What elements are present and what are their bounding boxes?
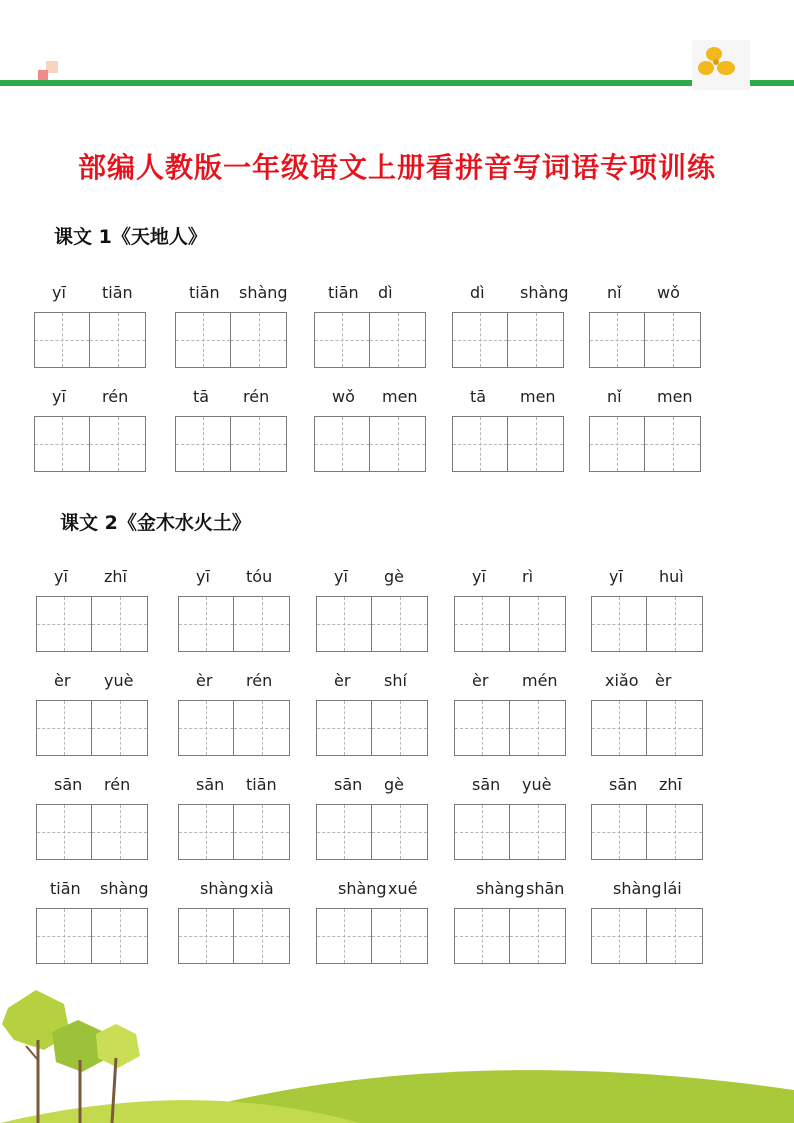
footer-landscape [0,980,794,1123]
writing-grid [454,908,566,964]
pinyin-first-syllable: èr [54,671,71,690]
writing-grid [175,312,287,368]
pinyin-second-syllable: rì [522,567,534,586]
pinyin-first-syllable: yī [609,567,623,586]
tianzige-writing-cell[interactable] [36,804,92,860]
tianzige-writing-cell[interactable] [647,804,703,860]
tianzige-writing-cell[interactable] [452,416,508,472]
pinyin-second-syllable: gè [384,567,404,586]
tianzige-writing-cell[interactable] [370,312,426,368]
pinyin-first-syllable: tiān [189,283,220,302]
tianzige-writing-cell[interactable] [372,700,428,756]
pinyin-first-syllable: èr [196,671,213,690]
writing-grid [452,416,564,472]
pinyin-first-syllable: nǐ [607,387,622,406]
tianzige-writing-cell[interactable] [589,312,645,368]
writing-grid [34,312,146,368]
tianzige-writing-cell[interactable] [591,700,647,756]
tianzige-writing-cell[interactable] [454,804,510,860]
tianzige-writing-cell[interactable] [370,416,426,472]
pinyin-second-syllable: men [382,387,418,406]
writing-grid [591,596,703,652]
pinyin-second-syllable: wǒ [657,283,680,302]
tianzige-writing-cell[interactable] [591,804,647,860]
writing-grid [316,908,428,964]
pinyin-second-syllable: xià [250,879,274,898]
tianzige-writing-cell[interactable] [34,312,90,368]
tianzige-writing-cell[interactable] [178,908,234,964]
tianzige-writing-cell[interactable] [34,416,90,472]
writing-grid [178,596,290,652]
writing-grid [454,700,566,756]
tianzige-writing-cell[interactable] [36,596,92,652]
tianzige-writing-cell[interactable] [36,908,92,964]
writing-grid [178,908,290,964]
pinyin-second-syllable: men [657,387,693,406]
writing-grid [36,804,148,860]
tianzige-writing-cell[interactable] [234,804,290,860]
writing-grid [591,804,703,860]
pinyin-first-syllable: èr [334,671,351,690]
pinyin-second-syllable: rén [243,387,270,406]
pinyin-first-syllable: sān [196,775,225,794]
tianzige-writing-cell[interactable] [452,312,508,368]
tianzige-writing-cell[interactable] [647,596,703,652]
pinyin-first-syllable: sān [472,775,501,794]
decorative-square-pink [38,70,48,80]
tianzige-writing-cell[interactable] [647,700,703,756]
writing-grid [589,416,701,472]
pinyin-second-syllable: rén [246,671,273,690]
tianzige-writing-cell[interactable] [175,416,231,472]
writing-grid [36,596,148,652]
pinyin-first-syllable: shàng [476,879,525,898]
pinyin-first-syllable: dì [470,283,485,302]
tianzige-writing-cell[interactable] [314,312,370,368]
tianzige-writing-cell[interactable] [645,416,701,472]
writing-grid [314,416,426,472]
tianzige-writing-cell[interactable] [372,804,428,860]
tianzige-writing-cell[interactable] [92,700,148,756]
pinyin-second-syllable: shàng [520,283,569,302]
pinyin-second-syllable: tiān [102,283,133,302]
writing-grid [178,804,290,860]
tianzige-writing-cell[interactable] [510,804,566,860]
writing-grid [589,312,701,368]
tianzige-writing-cell[interactable] [92,804,148,860]
tianzige-writing-cell[interactable] [645,312,701,368]
pinyin-second-syllable: dì [378,283,393,302]
tianzige-writing-cell[interactable] [316,804,372,860]
writing-grid [36,908,148,964]
tianzige-writing-cell[interactable] [508,416,564,472]
tianzige-writing-cell[interactable] [316,908,372,964]
pinyin-first-syllable: tā [193,387,210,406]
pinyin-first-syllable: tā [470,387,487,406]
pinyin-second-syllable: rén [102,387,129,406]
tianzige-writing-cell[interactable] [92,596,148,652]
pinyin-second-syllable: èr [655,671,672,690]
writing-grid [452,312,564,368]
tianzige-writing-cell[interactable] [178,700,234,756]
pinyin-first-syllable: sān [334,775,363,794]
pinyin-first-syllable: sān [54,775,83,794]
page-title: 部编人教版一年级语文上册看拼音写词语专项训练 [77,151,716,184]
writing-grid [175,416,287,472]
tianzige-writing-cell[interactable] [90,416,146,472]
pinyin-first-syllable: yī [334,567,348,586]
tianzige-writing-cell[interactable] [36,700,92,756]
tianzige-writing-cell[interactable] [314,416,370,472]
writing-grid [34,416,146,472]
section-heading: 课文 1《天地人》 [54,226,207,248]
writing-grid [591,700,703,756]
pinyin-second-syllable: gè [384,775,404,794]
pinyin-second-syllable: shí [384,671,407,690]
pinyin-first-syllable: yī [54,567,68,586]
pinyin-first-syllable: shàng [338,879,387,898]
pinyin-first-syllable: yī [196,567,210,586]
pinyin-second-syllable: men [520,387,556,406]
pinyin-second-syllable: zhī [659,775,682,794]
writing-grid [591,908,703,964]
tianzige-writing-cell[interactable] [454,908,510,964]
pinyin-second-syllable: tóu [246,567,273,586]
pinyin-first-syllable: shàng [200,879,249,898]
pinyin-first-syllable: èr [472,671,489,690]
tianzige-writing-cell[interactable] [454,596,510,652]
tianzige-writing-cell[interactable] [316,700,372,756]
pinyin-second-syllable: tiān [246,775,277,794]
tianzige-writing-cell[interactable] [510,596,566,652]
tianzige-writing-cell[interactable] [316,596,372,652]
pinyin-first-syllable: shàng [613,879,662,898]
pinyin-first-syllable: tiān [328,283,359,302]
tianzige-writing-cell[interactable] [591,596,647,652]
pinyin-first-syllable: sān [609,775,638,794]
writing-grid [454,804,566,860]
header-green-line [0,80,794,86]
pinyin-second-syllable: yuè [104,671,134,690]
pinyin-first-syllable: yī [472,567,486,586]
pinyin-second-syllable: lái [663,879,682,898]
tianzige-writing-cell[interactable] [510,908,566,964]
tianzige-writing-cell[interactable] [372,908,428,964]
tianzige-writing-cell[interactable] [647,908,703,964]
pinyin-first-syllable: tiān [50,879,81,898]
pinyin-second-syllable: yuè [522,775,552,794]
tianzige-writing-cell[interactable] [372,596,428,652]
tianzige-writing-cell[interactable] [234,596,290,652]
pinyin-second-syllable: rén [104,775,131,794]
pinyin-first-syllable: yī [52,283,66,302]
pinyin-first-syllable: nǐ [607,283,622,302]
writing-grid [36,700,148,756]
tianzige-writing-cell[interactable] [231,312,287,368]
pinyin-second-syllable: zhī [104,567,127,586]
pinyin-first-syllable: yī [52,387,66,406]
tianzige-writing-cell[interactable] [510,700,566,756]
tianzige-writing-cell[interactable] [231,416,287,472]
pinyin-second-syllable: shān [526,879,565,898]
pinyin-second-syllable: shàng [239,283,288,302]
flower-logo-icon [692,40,750,90]
pinyin-second-syllable: mén [522,671,558,690]
writing-grid [454,596,566,652]
tianzige-writing-cell[interactable] [454,700,510,756]
writing-grid [316,596,428,652]
pinyin-first-syllable: wǒ [332,387,355,406]
tianzige-writing-cell[interactable] [175,312,231,368]
tianzige-writing-cell[interactable] [591,908,647,964]
tianzige-writing-cell[interactable] [90,312,146,368]
writing-grid [178,700,290,756]
tianzige-writing-cell[interactable] [234,700,290,756]
writing-grid [316,804,428,860]
tianzige-writing-cell[interactable] [508,312,564,368]
pinyin-second-syllable: huì [659,567,684,586]
tianzige-writing-cell[interactable] [589,416,645,472]
tianzige-writing-cell[interactable] [178,804,234,860]
tianzige-writing-cell[interactable] [178,596,234,652]
tianzige-writing-cell[interactable] [92,908,148,964]
pinyin-second-syllable: xué [388,879,418,898]
section-heading: 课文 2《金木水火土》 [60,512,251,534]
tianzige-writing-cell[interactable] [234,908,290,964]
writing-grid [316,700,428,756]
pinyin-second-syllable: shàng [100,879,149,898]
pinyin-first-syllable: xiǎo [605,671,639,690]
writing-grid [314,312,426,368]
